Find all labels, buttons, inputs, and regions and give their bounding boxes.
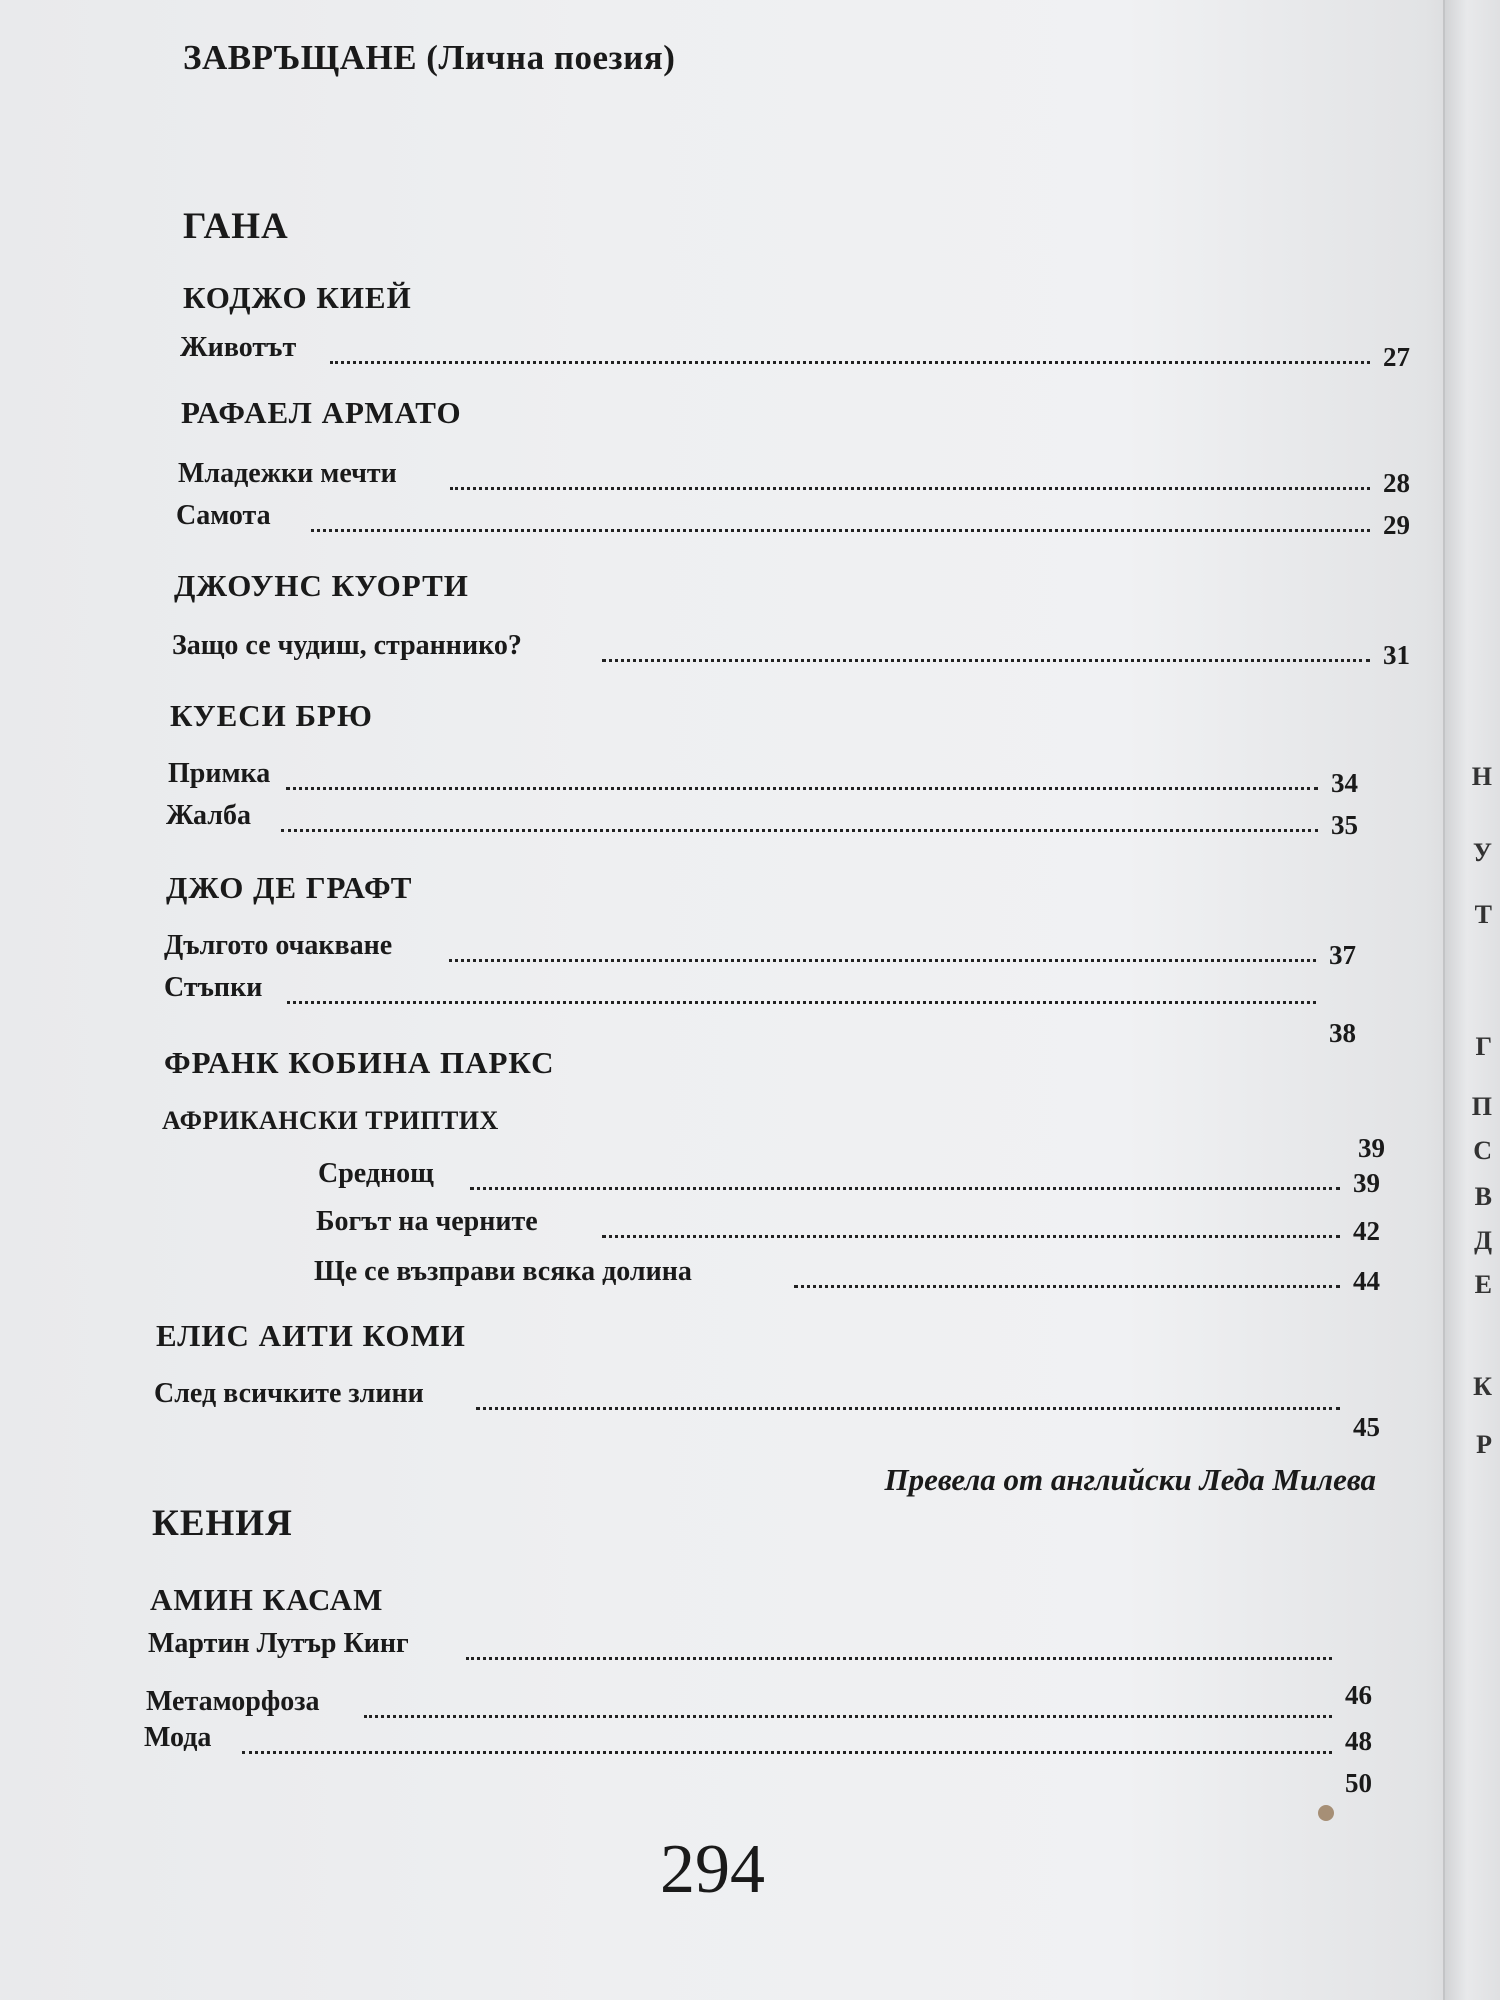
entry-title: Животът (180, 332, 297, 363)
toc-entry[interactable] (178, 458, 1410, 498)
dot-leader (602, 1235, 1340, 1238)
toc-entry[interactable] (180, 332, 1410, 372)
toc-entry[interactable] (164, 930, 1356, 970)
entry-page: 38 (1329, 1018, 1356, 1048)
margin-letter: С (1473, 1136, 1492, 1165)
toc-entry[interactable] (314, 1256, 1380, 1296)
entry-page: 31 (1383, 640, 1410, 670)
author-name: КОДЖО КИЕЙ (183, 280, 412, 315)
dot-leader (311, 529, 1370, 532)
cycle-title: АФРИКАНСКИ ТРИПТИХ (162, 1106, 499, 1135)
entry-title: Мартин Лутър Кинг (148, 1628, 409, 1659)
entry-page: 29 (1383, 510, 1410, 540)
entry-title: Стъпки (164, 972, 263, 1003)
entry-page: 37 (1329, 940, 1356, 970)
margin-letter: Е (1474, 1270, 1492, 1299)
paper-stain (1318, 1805, 1334, 1821)
dot-leader (286, 787, 1318, 790)
dot-leader (364, 1715, 1332, 1718)
cycle-page: 39 (1358, 1133, 1385, 1163)
margin-letter: Д (1474, 1226, 1492, 1255)
entry-page: 50 (1345, 1768, 1372, 1798)
entry-title: Мода (144, 1722, 212, 1753)
entry-page: 46 (1345, 1680, 1372, 1710)
author-name: ДЖОУНС КУОРТИ (174, 568, 469, 603)
entry-title: Богът на черните (316, 1206, 538, 1237)
entry-title: Примка (168, 758, 271, 789)
page-number: 294 (660, 1831, 765, 1908)
entry-title: Защо се чудиш, страннико? (172, 630, 522, 661)
dot-leader (287, 1001, 1316, 1004)
margin-letter: П (1471, 1092, 1492, 1121)
margin-letter: К (1473, 1372, 1492, 1401)
entry-title: Дългото очакване (164, 930, 393, 961)
dot-leader (476, 1407, 1340, 1410)
margin-letter: Г (1475, 1032, 1492, 1061)
dot-leader (450, 487, 1370, 490)
country-heading: КЕНИЯ (152, 1503, 293, 1544)
author-name: ДЖО ДЕ ГРАФТ (166, 870, 413, 905)
entry-title: Ще се възправи всяка долина (314, 1256, 692, 1287)
dot-leader (794, 1285, 1340, 1288)
author-name: ФРАНК КОБИНА ПАРКС (164, 1045, 555, 1080)
margin-letter: Р (1476, 1430, 1492, 1459)
dot-leader (466, 1657, 1332, 1660)
toc-entry[interactable] (154, 1378, 1380, 1442)
toc-entry[interactable] (172, 630, 1410, 670)
author-name: КУЕСИ БРЮ (170, 698, 373, 733)
entry-title: Младежки мечти (178, 458, 397, 489)
author-name: ЕЛИС АИТИ КОМИ (156, 1318, 466, 1353)
dot-leader (602, 659, 1370, 662)
country-heading: ГАНА (183, 206, 289, 247)
translator-credit: Превела от английски Леда Милева (884, 1462, 1376, 1497)
entry-page: 39 (1353, 1168, 1380, 1198)
toc-entry[interactable] (144, 1722, 1372, 1798)
dot-leader (330, 361, 1370, 364)
dot-leader (470, 1187, 1340, 1190)
dot-leader (281, 829, 1318, 832)
margin-letter: Т (1474, 900, 1492, 929)
entry-page: 45 (1353, 1412, 1380, 1442)
margin-letter: У (1472, 838, 1492, 867)
entry-title: Метаморфоза (146, 1686, 320, 1717)
margin-letter: В (1474, 1182, 1492, 1211)
dot-leader (449, 959, 1316, 962)
toc-entry[interactable] (164, 972, 1356, 1048)
toc-entry[interactable] (166, 800, 1358, 840)
entry-title: Среднощ (318, 1158, 434, 1189)
entry-page: 42 (1353, 1216, 1380, 1246)
entry-page: 34 (1331, 768, 1358, 798)
entry-page: 44 (1353, 1266, 1380, 1296)
entry-page: 35 (1331, 810, 1358, 840)
entry-title: След всичките злини (154, 1378, 424, 1409)
entry-title: Жалба (166, 800, 251, 831)
entry-page: 27 (1383, 342, 1410, 372)
toc-entry[interactable] (318, 1158, 1380, 1198)
dot-leader (242, 1751, 1332, 1754)
entry-page: 48 (1345, 1726, 1372, 1756)
toc-entry[interactable] (168, 758, 1358, 798)
entry-title: Самота (176, 500, 271, 531)
margin-letter: Н (1471, 762, 1492, 791)
author-name: РАФАЕЛ АРМАТО (181, 395, 462, 430)
entry-page: 28 (1383, 468, 1410, 498)
toc-entry[interactable] (176, 500, 1410, 540)
section-title: ЗАВРЪЩАНЕ (Лична поезия) (183, 38, 676, 77)
author-name: АМИН КАСАМ (150, 1582, 384, 1617)
toc-entry[interactable] (316, 1206, 1380, 1246)
